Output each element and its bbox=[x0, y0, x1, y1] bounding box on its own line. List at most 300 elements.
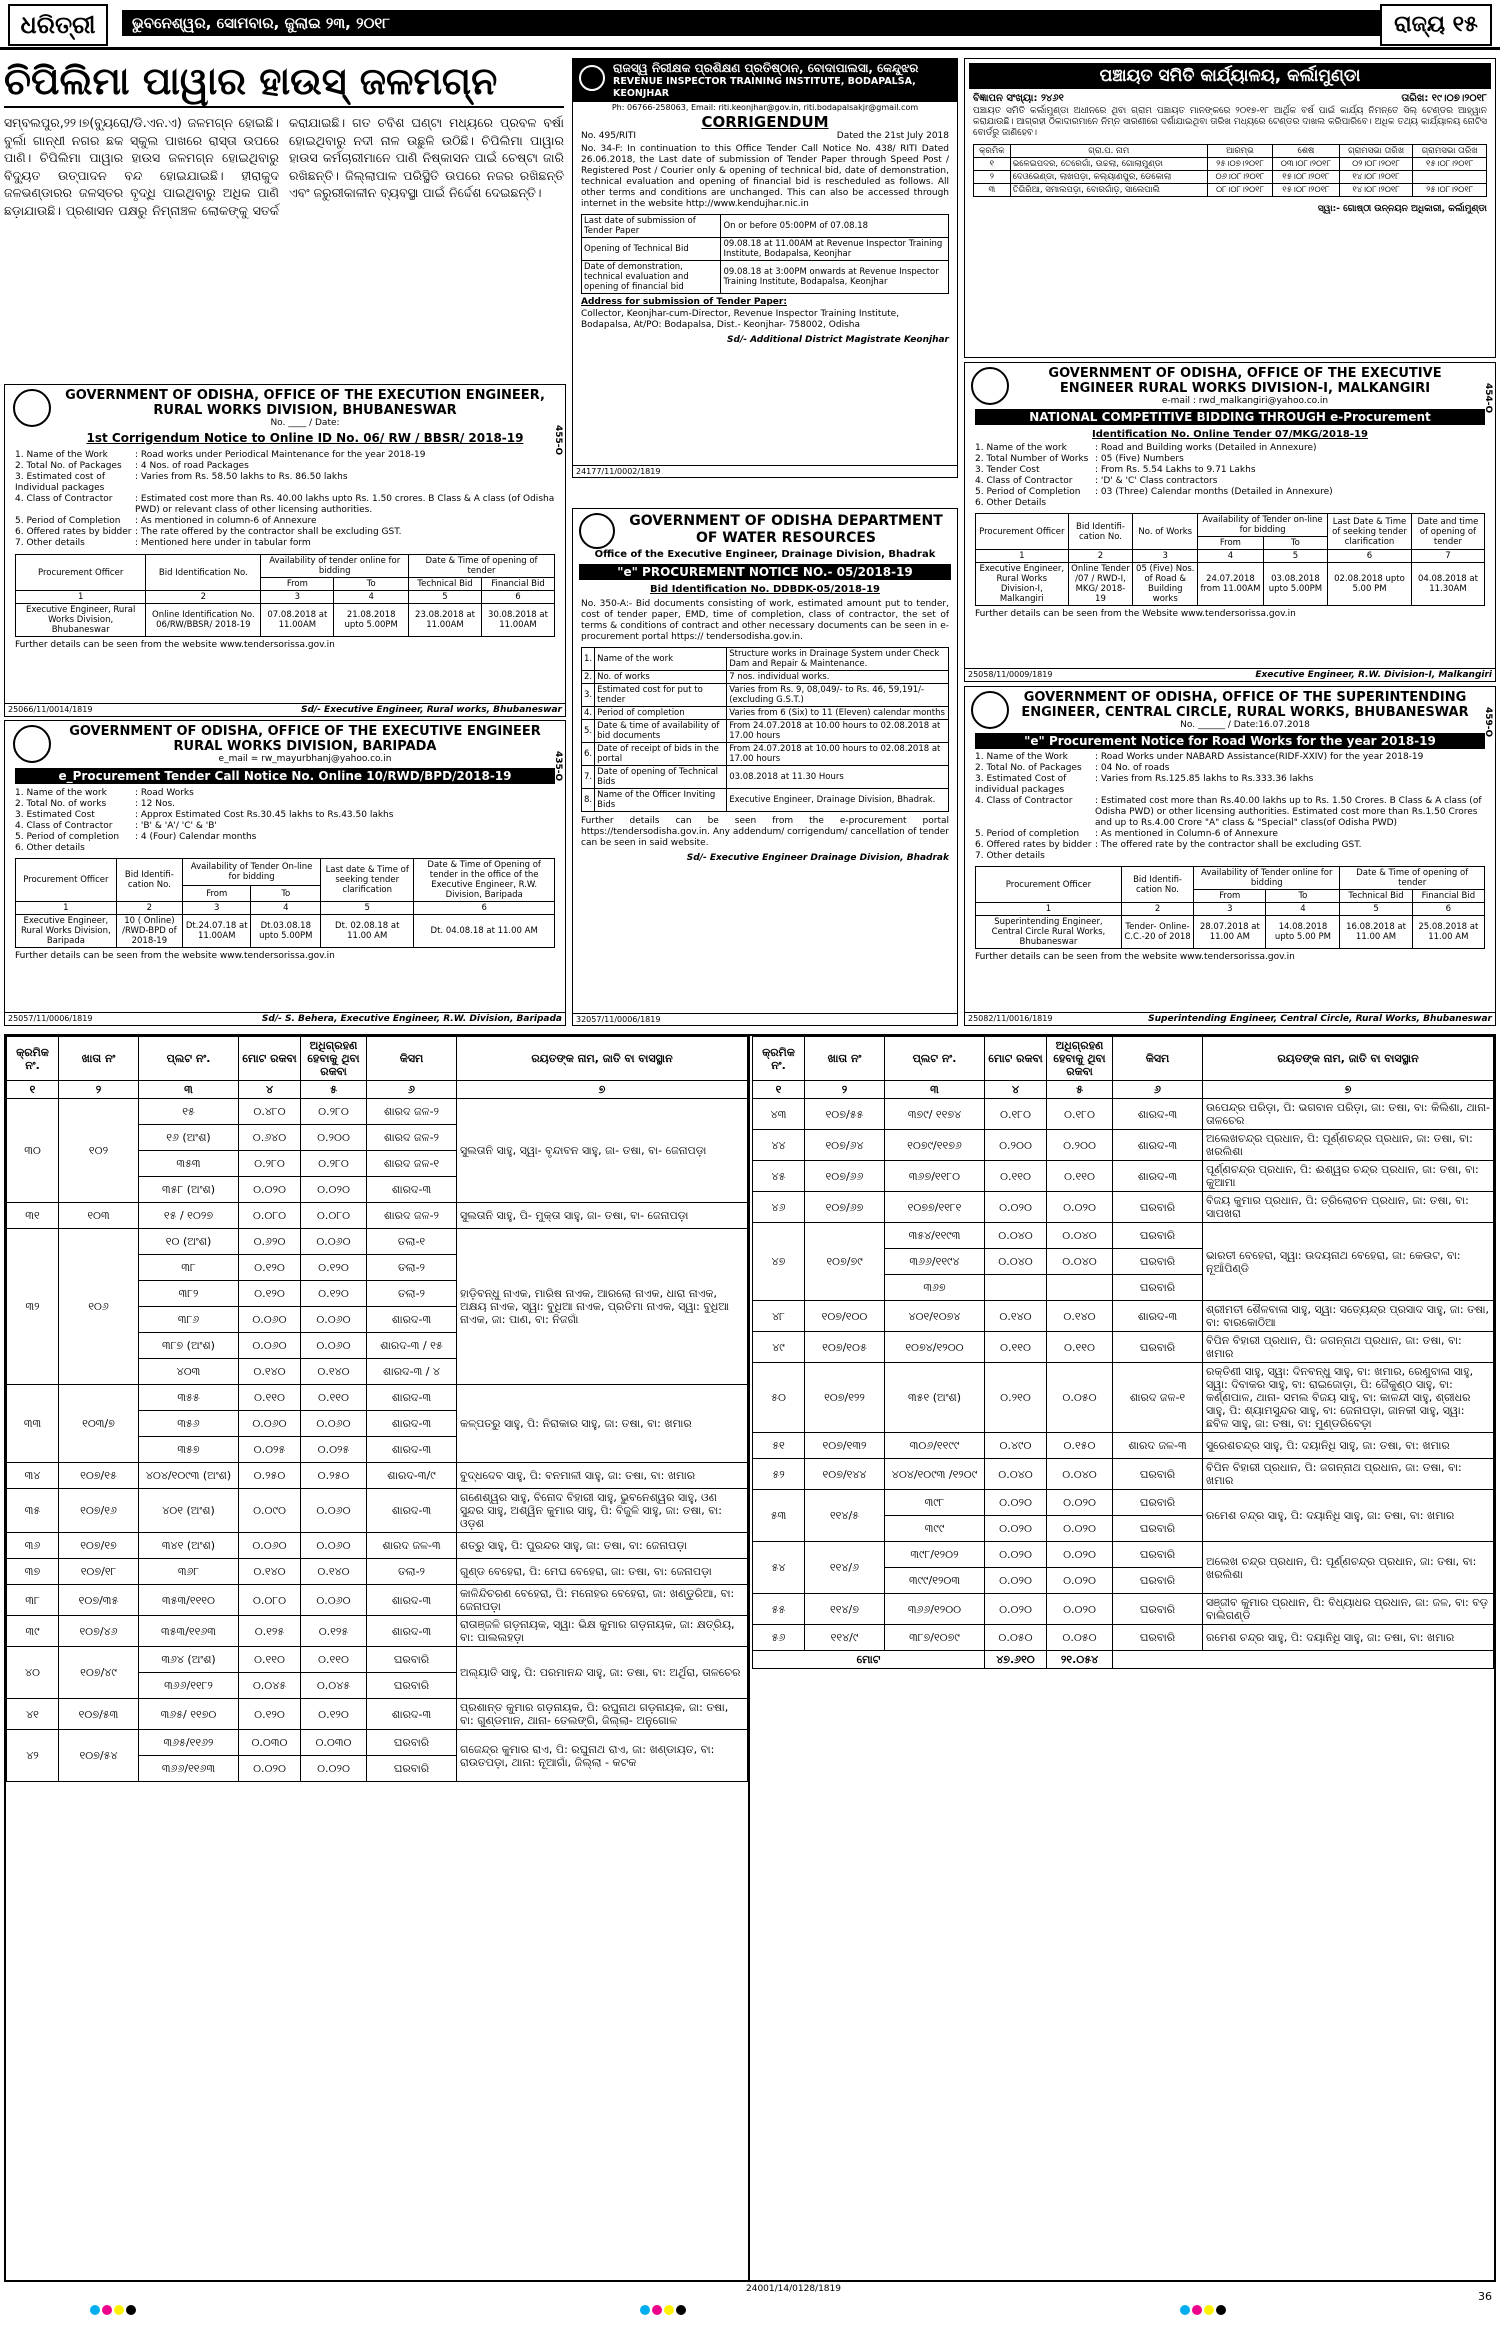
owner-details: ଉପେନ୍ଦ୍ର ପରିଡ଼ା, ପି: ଭଗବାନ ପରିଡ଼ା, ଜା: ତଷା, ବା: କିଲିଶା, ଥାନା- ତାଳଚେର bbox=[1203, 1099, 1494, 1130]
land-class: ଘରବାରି bbox=[1113, 1594, 1203, 1625]
acquired-area: ୦.୦୨୦ bbox=[1047, 1516, 1113, 1542]
ad-riti-keonjhar bbox=[572, 58, 958, 478]
khata-no: ୧୦୭/୪୬ bbox=[59, 1616, 139, 1647]
plot-no: ୪୦୧/୧୦୭୪ bbox=[885, 1301, 985, 1332]
total-area: ୦.୦୨୦ bbox=[985, 1568, 1047, 1594]
land-acquisition-schedule bbox=[4, 1034, 1496, 2282]
plot-no: ୩୫୩/୧୧୧୦ bbox=[139, 1585, 239, 1616]
total-area: ୦.୨୦୦ bbox=[985, 1130, 1047, 1161]
acquired-area: ୦.୧୫୦ bbox=[1047, 1433, 1113, 1459]
acquired-area: ୦.୨୦୦ bbox=[1047, 1130, 1113, 1161]
land-class: ଶାରଦ-୩ bbox=[367, 1177, 457, 1203]
color-bar-2 bbox=[640, 2305, 688, 2327]
ad1-title: GOVERNMENT OF ODISHA, OFFICE OF THE EXECUTION ENGINEER, RURAL WORKS DIVISION, BHUBANESWAR bbox=[65, 388, 545, 418]
land-row bbox=[7, 1699, 748, 1730]
serial-no: ୩୫ bbox=[7, 1489, 59, 1533]
news-body: ସମ୍ବଲପୁର,୨୨।୭(ବ୍ୟୁରୋ/ଡି.ଏନ.ଏ) ଜଳମଗ୍ନ ହୋଇଛି। ବୁର୍ଲା ଗାନ୍ଧୀ ନଗର ଛକ ସ୍କୁଲ ପାଖରେ ରାସ୍ତା ଉପରେ ପାଣି। ଚିପିଲିମା ପାୱାର ହାଉସ ଜଳମଗ୍ନ ହୋଇଥିବାରୁ ବିଦ୍ୟୁତ ଉତ୍ପାଦନ ବନ୍ଦ ହୋଇଯାଇଛି। ହୀରାକୁଦ ଜଳଭଣ୍ଡାରର ଜଳସ୍ତର ବୃଦ୍ଧି ପାଇଥିବାରୁ ଅଧିକ ପାଣି ଛଡ଼ାଯାଉଛି। ପ୍ରଶାସନ ପକ୍ଷରୁ ନିମ୍ନାଞ୍ଚଳ ଲୋକଙ୍କୁ ସତର୍କ କରାଯାଇଛି। ଗତ ଚବିଶ ଘଣ୍ଟା ମଧ୍ୟରେ ପ୍ରବଳ ବର୍ଷା ହୋଇଥିବାରୁ ନଦୀ ନାଳ ଉଛୁଳି ଉଠିଛି। ଚିପିଲିମା ପାୱାର ହାଉସ କର୍ମଚାରୀମାନେ ପାଣି ନିଷ୍କାସନ ପାଇଁ ଚେଷ୍ଟା ଜାରି ରଖିଛନ୍ତି। ଜିଲ୍ଲାପାଳ ପରିସ୍ଥିତି ଉପରେ ନଜର ରଖିଛନ୍ତି ଏବଂ ଜରୁରୀକାଳୀନ ବ୍ୟବସ୍ଥା ପାଇଁ ନିର୍ଦ୍ଦେଶ ଦେଇଛନ୍ତି। bbox=[4, 115, 564, 218]
ad6-email: e-mail : rwd_malkangiri@yahoo.co.in bbox=[1161, 396, 1329, 406]
total-area bbox=[985, 1275, 1047, 1301]
color-swatch-cyan bbox=[1180, 2305, 1190, 2315]
plot-no: ୩୮୭/୧୦୭୯ bbox=[885, 1625, 985, 1651]
news-headline: ଚିପିଲିମା ପାୱାର ହାଉସ୍ ଜଳମଗ୍ନ bbox=[4, 56, 564, 108]
serial-no: ୪୮ bbox=[753, 1301, 805, 1332]
color-swatch-yellow bbox=[114, 2305, 124, 2315]
land-row bbox=[7, 1385, 748, 1411]
total-area: ୦.୦୬୦ bbox=[239, 1411, 301, 1437]
total-area: ୦.୧୨୦ bbox=[239, 1281, 301, 1307]
acquired-area: ୦.୦୬୦ bbox=[301, 1585, 367, 1616]
land-class: ଶାରଦ ଜଳ-୨ bbox=[367, 1203, 457, 1229]
land-class: ଶାରଦ-୩ bbox=[367, 1307, 457, 1333]
owner-details: ପୂର୍ଣ୍ଣଚନ୍ଦ୍ର ପ୍ରଧାନ, ପି: ଈଶ୍ୱର ଚନ୍ଦ୍ର ପ୍ରଧାନ, ଜା: ତଷା, ବା: କୁଆମା bbox=[1203, 1161, 1494, 1192]
serial-no: ୩୬ bbox=[7, 1533, 59, 1559]
plot-no: ୩୬୬/୧୧୯୪ bbox=[885, 1249, 985, 1275]
serial-no: ୩୧ bbox=[7, 1203, 59, 1229]
total-area: ୦.୧୧୦ bbox=[985, 1332, 1047, 1363]
plot-no: ୩୫୭ bbox=[139, 1437, 239, 1463]
total-area: ୪୭.୬୧୦ bbox=[985, 1651, 1047, 1669]
total-area: ୦.୦୨୦ bbox=[985, 1542, 1047, 1568]
khata-no: ୧୦୭/୧୦୫ bbox=[805, 1332, 885, 1363]
khata-no: ୧୦୭/୧୨୨ bbox=[805, 1363, 885, 1433]
ad7-sign: Superintending Engineer, Central Circle, Rural Works, Bhubaneswar bbox=[1148, 1014, 1492, 1024]
owner-details: ଅଲେଖ ଚନ୍ଦ୍ର ପ୍ରଧାନ, ପି: ପୂର୍ଣ୍ଣଚନ୍ଦ୍ର ପ୍ରଧାନ, ଜା: ତଷା, ବା: ଖରଲିଶା bbox=[1203, 1542, 1494, 1594]
land-row bbox=[753, 1542, 1494, 1568]
owner-details: ରାତାଞ୍ଜଳି ଗଡ଼ନାୟକ, ସ୍ୱା: ଭିକ୍ଷ କୁମାର ଗଡ଼ନାୟକ, ଜା: କ୍ଷତ୍ରିୟ, ବା: ପାଲଲହଡ଼ା bbox=[457, 1616, 748, 1647]
land-class: ଶାରଦ-୩ bbox=[367, 1699, 457, 1730]
ad7-details: 1. Name of the Work : Road Works under NABARD Assistance(RIDF-XXIV) for the year 2018-19 2. Total No. of Packages : 04 No. of roads 3. Estimated Cost of individual packages : Varies from Rs.125.85 lakhs to Rs.333.36 lakhs 4. Class of Contractor : Estimated cost more than Rs.40.00 lakhs up to Rs. 1.50 Crores. B Class & A class (of Odisha PWD) or other licensing authorities. Estimated cost more than Rs.1.50 Crores and up to Rs.4.00 Crore "A" class & "Special" class(of Odisha PWD) 5. Period of completion : As mentioned in Column-6 of Annexure 6. Offered rates by bidder : The offered rate by the contractor shall be excluding GST. 7. Other details bbox=[975, 752, 1482, 861]
acquired-area: ୦.୨୮୦ bbox=[301, 1151, 367, 1177]
acquired-area: ୦.୦୨୦ bbox=[1047, 1568, 1113, 1594]
total-area: ୦.୦୬୦ bbox=[239, 1533, 301, 1559]
ad6-code: 454-O bbox=[1483, 383, 1493, 414]
land-class: ଶାରଦ-୩ bbox=[367, 1385, 457, 1411]
total-area: ୦.୦୨୦ bbox=[985, 1490, 1047, 1516]
acquired-area: ୦.୦୫୦ bbox=[1047, 1363, 1113, 1433]
ad2-email: e_mail = rw_mayurbhanj@yahoo.co.in bbox=[218, 754, 392, 764]
news-story bbox=[4, 56, 564, 378]
total-area: ୦.୦୨୦ bbox=[239, 1177, 301, 1203]
khata-no: ୧୦୭/୧୩୨ bbox=[805, 1433, 885, 1459]
owner-details: କଳ୍ପତରୁ ସାହୁ, ପି: ନିରାକାର ସାହୁ, ଜା: ତଷା, ବା: ଖମାର bbox=[457, 1385, 748, 1463]
total-area: ୦.୦୨୦ bbox=[985, 1594, 1047, 1625]
total-area: ୦.୧୧୦ bbox=[985, 1161, 1047, 1192]
ad5-adv-no: ବିଜ୍ଞାପନ ସଂଖ୍ୟା: ୨୪୬୧ bbox=[973, 93, 1064, 104]
plot-no: ୩୦୬/୧୧୯୯ bbox=[885, 1433, 985, 1459]
serial-no: ୫୨ bbox=[753, 1459, 805, 1490]
acquired-area: ୦.୦୪୦ bbox=[1047, 1223, 1113, 1249]
land-row bbox=[753, 1192, 1494, 1223]
total-area: ୦.୦୯୦ bbox=[239, 1489, 301, 1533]
ad-water-resources-bhadrak bbox=[572, 508, 958, 1026]
land-class: ଘରବାରି bbox=[1113, 1275, 1203, 1301]
ad1-sign: Sd/- Executive Engineer, Rural works, Bhubaneswar bbox=[300, 705, 562, 715]
khata-no: ୧୦୨ bbox=[59, 1099, 139, 1203]
acquired-area: ୦.୦୨୦ bbox=[1047, 1490, 1113, 1516]
owner-details: ସୁରେଶଚନ୍ଦ୍ର ସାହୁ, ପି: ଦୟାନିଧି ସାହୁ, ଜା: ତଷା, ବା: ଖମାର bbox=[1203, 1433, 1494, 1459]
khata-no: ୧୧୪/୭ bbox=[805, 1594, 885, 1625]
ad1-ref: 25066/11/0014/1819 bbox=[8, 705, 93, 714]
ad4-table: 1. Name of the work Structure works in Drainage System under Check Dam and Repair & Maintenance. 2. No. of works 7 nos. individual works. 3. Estimated cost for put to tender Varies from Rs. 9, 08,049/- to Rs. 46, 59,191/- (excluding G.S.T.) 4. Period of completion Varies from 6 (Six) to 11 (Eleven) calendar months 5. Date & time of availability of bid documents From 24.07.2018 at 10.00 hours to 02.08.2018 at 17.00 hours 6. Date of receipt of bids in the portal From 24.07.2018 at 10.00 hours to 02.08.2018 at 17.00 hours 7. Date of opening of Technical Bids 03.08.2018 at 11.30 Hours 8. Name of the Officer Inviting Bids Executive Engineer, Drainage Division, Bhadrak. bbox=[581, 647, 949, 812]
land-class: ଶାରଦ-୩ bbox=[367, 1489, 457, 1533]
land-class: ଘରବାରି bbox=[1113, 1223, 1203, 1249]
plot-no: ୩୯୯ bbox=[885, 1516, 985, 1542]
land-class: ଶାରଦ ଜଳ-୩ bbox=[367, 1533, 457, 1559]
acquired-area: ୦.୧୧୦ bbox=[301, 1385, 367, 1411]
acquired-area: ୦.୧୧୦ bbox=[301, 1647, 367, 1673]
color-swatch-yellow bbox=[1204, 2305, 1214, 2315]
khata-no: ୧୦୭/୧୫ bbox=[59, 1463, 139, 1489]
odisha-emblem-icon bbox=[971, 367, 1009, 405]
acquired-area: ୦.୦୩୦ bbox=[301, 1730, 367, 1756]
serial-no: ୫୫ bbox=[753, 1594, 805, 1625]
ad-panchayat-karlamunda bbox=[964, 58, 1496, 358]
land-class: ଶାରଦ-୩ bbox=[1113, 1099, 1203, 1130]
plot-no: ୩୬୭ bbox=[885, 1275, 985, 1301]
total-area: ୦.୧୨୫ bbox=[239, 1616, 301, 1647]
land-class: ଶାରଦ-୩ bbox=[367, 1616, 457, 1647]
odisha-emblem-icon bbox=[971, 691, 1009, 729]
land-row bbox=[753, 1594, 1494, 1625]
plot-no: ୩୮୨ bbox=[139, 1281, 239, 1307]
acquired-area: ୦.୦୮୦ bbox=[301, 1203, 367, 1229]
color-bar-1 bbox=[90, 2305, 138, 2327]
owner-details: ରମେଶ ଚନ୍ଦ୍ର ସାହୁ, ପି: ଦୟାନିଧି ସାହୁ, ଜା: ତଷା, ବା: ଖମାର bbox=[1203, 1625, 1494, 1651]
plot-no: ୧୦ (ଅଂଶ) bbox=[139, 1229, 239, 1255]
khata-no: ୧୦୭/୭୯ bbox=[805, 1223, 885, 1301]
acquired-area: ୦.୦୪୦ bbox=[1047, 1459, 1113, 1490]
ad7-notice: "e" Procurement Notice for Road Works for the year 2018-19 bbox=[975, 733, 1485, 749]
land-class: ଘରବାରି bbox=[1113, 1625, 1203, 1651]
ad2-table: Procurement Officer Bid Identifi-cation No. Availability of Tender On-line for bidding Last date & Time of seeking tender clarification Date & Time of Opening of tender in the office of the Executive Engineer, R.W. Division, Baripada From To 1 2 3 4 5 6 Executive Engineer, Rural Works Division, Baripada 10 ( Online) /RWD-BPD of 2018-19 Dt.24.07.18 at 11.00AM Dt.03.08.18 upto 5.00PM Dt. 02.08.18 at 11.00 AM Dt. 04.08.18 at 11.00 AM bbox=[15, 858, 555, 948]
color-swatch-black bbox=[676, 2305, 686, 2315]
total-area: ୦.୧୨୦ bbox=[239, 1255, 301, 1281]
total-area: ୦.୦୪୦ bbox=[985, 1223, 1047, 1249]
owner-details: ଗୁଣ୍ଡ ବେହେରା, ପି: ମେଘ ବେହେରା, ଜା: ତଷା, ବା: ଜେନାପଡ଼ା bbox=[457, 1559, 748, 1585]
owner-details: ଗଣେଶ୍ୱର ସାହୁ, ବିନୋଦ ବିହାରୀ ସାହୁ, ଭୁବନେଶ୍ୱର ସାହୁ, ଓଣ ସୁନ୍ଦର ସାହୁ, ଅଶ୍ୱିନ କୁମାର ସାହୁ, ପି: ବିଜୁଳି ସାହୁ, ଜା: ତଷା, ବା: ଓଡ଼ଶ bbox=[457, 1489, 748, 1533]
owner-details: ସୁଲତାନି ସାହୁ, ପି- ମୁକ୍ତା ସାହୁ, ଜା- ତଷା, ବା- ଜେନାପଡ଼ା bbox=[457, 1203, 748, 1229]
owner-details: ଶ୍ରୀମତୀ ଶୈଳବାଳା ସାହୁ, ସ୍ୱା: ସତ୍ୟେନ୍ଦ୍ର ପ୍ରସାଦ ସାହୁ, ଜା: ତଷା, ବା: ବାରକୋଠିଆ bbox=[1203, 1301, 1494, 1332]
khata-no: ୧୧୪/୬ bbox=[805, 1542, 885, 1594]
plot-no: ୩୯୮ bbox=[885, 1490, 985, 1516]
khata-no: ୧୦୭/୬୭ bbox=[805, 1192, 885, 1223]
total-area: ୦.୦୬୦ bbox=[239, 1307, 301, 1333]
ad-rwd-malkangiri bbox=[964, 362, 1496, 682]
total-area: ୦.୦୪୫ bbox=[239, 1673, 301, 1699]
acquired-area: ୦.୦୬୦ bbox=[301, 1411, 367, 1437]
plot-no: ୩୯୮/୧୨୦୨ bbox=[885, 1542, 985, 1568]
owner-details: ବିଜୟ କୁମାର ପ୍ରଧାନ, ପି: ତ୍ରିଲୋଚନ ପ୍ରଧାନ, ଜା: ତଷା, ବା: ସାପଖରା bbox=[1203, 1192, 1494, 1223]
khata-no: ୧୦୩ bbox=[59, 1203, 139, 1229]
khata-no: ୧୦୭/୧୬ bbox=[59, 1489, 139, 1533]
acquired-area: ୦.୧୨୦ bbox=[301, 1255, 367, 1281]
plot-no: ୩୫୧ (ଅଂଶ) bbox=[885, 1363, 985, 1433]
ad1-code: 455-O bbox=[553, 425, 563, 456]
odisha-emblem-icon bbox=[579, 513, 615, 549]
plot-no: ୩୪୧ (ଅଂଶ) bbox=[139, 1533, 239, 1559]
acquired-area: ୦.୧୨୦ bbox=[301, 1281, 367, 1307]
color-swatch-magenta bbox=[1192, 2305, 1202, 2315]
land-row bbox=[7, 1533, 748, 1559]
total-acquired: ୨୧.୦୫୪ bbox=[1047, 1651, 1113, 1669]
acquired-area: ୦.୦୨୦ bbox=[301, 1177, 367, 1203]
serial-no: ୩୪ bbox=[7, 1463, 59, 1489]
ad4-title: GOVERNMENT OF ODISHA DEPARTMENT OF WATER RESOURCES bbox=[629, 513, 943, 546]
land-class: ଘରବାରି bbox=[1113, 1249, 1203, 1275]
total-area: ୦.୨୧୦ bbox=[985, 1363, 1047, 1433]
ad5-title: ପଞ୍ଚାୟତ ସମିତି କାର୍ଯ୍ୟାଳୟ, କର୍ଲାମୁଣ୍ଡା bbox=[969, 63, 1491, 89]
total-area: ୦.୧୪୦ bbox=[239, 1359, 301, 1385]
land-class: ଘରବାରି bbox=[1113, 1568, 1203, 1594]
land-row bbox=[753, 1363, 1494, 1433]
owner-details: ଗଜେନ୍ଦ୍ର କୁମାର ରାଏ, ପି: ରଘୁନାଥ ରାଏ, ଜା: ଖଣ୍ଡାୟତ, ବା: ରାଉତପଡ଼ା, ଥାନା: ନୂଆଗାଁ, ଜିଲ୍ଲା - କଟକ bbox=[457, 1730, 748, 1782]
serial-no: ୪୭ bbox=[753, 1223, 805, 1301]
plot-no: ୩୬୬/୧୧୬୩ bbox=[139, 1756, 239, 1782]
ad7-title: GOVERNMENT OF ODISHA, OFFICE OF THE SUPERINTENDING ENGINEER, CENTRAL CIRCLE, RURAL WORKS, BHUBANESWAR bbox=[1021, 690, 1469, 720]
odisha-emblem-icon bbox=[13, 389, 51, 427]
dateline: ଭୁବନେଶ୍ୱର, ସୋମବାର, ଜୁଲାଇ ୨୩, ୨୦୧୮ bbox=[122, 10, 1382, 36]
land-class: ଶାରଦ-୩ bbox=[1113, 1301, 1203, 1332]
serial-no: ୫୩ bbox=[753, 1490, 805, 1542]
ad3-sign: Sd/- Additional District Magistrate Keonjhar bbox=[727, 335, 949, 345]
ad5-date: ତାରିଖ: ୧୯।୦୭।୨୦୧୮ bbox=[1401, 93, 1487, 104]
land-class: ଶାରଦ-୩ bbox=[1113, 1161, 1203, 1192]
serial-no: ୪୧ bbox=[7, 1699, 59, 1730]
total-area: ୦.୧୨୦ bbox=[239, 1699, 301, 1730]
owner-details: ରକ୍ତିଣୀ ସାହୁ, ସ୍ୱା: ଦିନବନ୍ଧୁ ସାହୁ, ବା: ଖମାର, ରେଣୁବାଳା ସାହୁ, ସ୍ୱା: ଦିବାକର ସାହୁ, ବା: ରାଇଜୋଡ଼ା, ପି: ଜୈକୁଣ୍ଠ ସାହୁ, ବା: କର୍ଣ୍ଣପାଳ, ଥାନା- ସମଲ ବିଜୟ ସାହୁ, ବା: କାଳନ୍ଦୀ ସାହୁ, ଶ୍ରୀଧର ସାହୁ, ପି: ଶ୍ୟାମସୁନ୍ଦର ସାହୁ, ବା: ଜେନାପଡ଼ା, ଜାନକୀ ସାହୁ, ସ୍ୱା: ଛବିଳ ସାହୁ, ଜା: ତଷା, ବା: ମୁଣ୍ଡରିବେଡ଼ା bbox=[1203, 1363, 1494, 1433]
acquired-area: ୦.୦୪୦ bbox=[1047, 1249, 1113, 1275]
plot-no: ୪୦୩ bbox=[139, 1359, 239, 1385]
color-swatch-magenta bbox=[652, 2305, 662, 2315]
plot-no: ୧୫ / ୧୦୨୭ bbox=[139, 1203, 239, 1229]
ad5-body: ପଞ୍ଚାୟତ ସମିତି କର୍ଲାମୁଣ୍ଡା ଅଧୀନରେ ଥିବା ଗ୍ରାମ ପଞ୍ଚାୟତ ମାନଙ୍କରେ ୨୦୧୭-୧୮ ଆର୍ଥିକ ବର୍ଷ ପାଇଁ କାର୍ଯ୍ୟ ନିମନ୍ତେ ସିଲ୍ ଟେଣ୍ଡର ଆହ୍ୱାନ କରାଯାଉଛି। ଆଗ୍ରହୀ ଠିକାଦାରମାନେ ନିମ୍ନ ସାରଣୀରେ ଦର୍ଶାଯାଇଥିବା ତାରିଖ ମଧ୍ୟରେ ଟେଣ୍ଡର ଦାଖଲ କରିପାରିବେ। ଅଧିକ ତଥ୍ୟ କାର୍ଯ୍ୟାଳୟ ନୋଟିସ ବୋର୍ଡରୁ ଜାଣିହେବ। bbox=[973, 106, 1487, 138]
acquired-area: ୦.୧୨୦ bbox=[301, 1699, 367, 1730]
land-class: ଶାରଦ ଜଳ-୨ bbox=[367, 1099, 457, 1125]
total-area: ୦.୦୨୦ bbox=[239, 1756, 301, 1782]
ad1-further: Further details can be seen from the website www.tendersorissa.gov.in bbox=[15, 640, 335, 650]
owner-details: ହାଡ଼ିବନ୍ଧୁ ନାଏକ, ମାରିଷ ନାଏକ, ଆରଲୋ ନାଏକ, ଧାରା ନାଏକ, ଅକ୍ଷୟ ନାଏକ, ସ୍ୱା: ବୁଧିଆ ନାଏକ, ପ୍ରତିମା ନାଏକ, ସ୍ୱା: ବୁଧିଆ ନାଏକ, ଜା: ପାଣ, ବା: ନିଜଗାଁ bbox=[457, 1229, 748, 1385]
plot-no: ୧୫ bbox=[139, 1099, 239, 1125]
color-swatch-cyan bbox=[90, 2305, 100, 2315]
land-class: ଘରବାରି bbox=[367, 1756, 457, 1782]
serial-no: ୩୭ bbox=[7, 1559, 59, 1585]
serial-no: ୩୦ bbox=[7, 1099, 59, 1203]
total-area: ୦.୧୪୦ bbox=[985, 1301, 1047, 1332]
land-class: ଶାରଦ-୩ / ୪ bbox=[367, 1359, 457, 1385]
total-area: ୦.୬୪୦ bbox=[239, 1125, 301, 1151]
ad1-details: 1. Name of the Work : Road works under Periodical Maintenance for the year 2018-19 2. Total No. of Packages : 4 Nos. of road Packages 3. Estimated cost of Individual packages : Varies from Rs. 58.50 lakhs to Rs. 86.50 lakhs 4. Class of Contractor : Estimated cost more than Rs. 40.00 lakhs upto Rs. 1.50 crores. B Class & A class (of Odisha PWD) or relevant class of other licensing authorities. 5. Period of Completion : As mentioned in column-6 of Annexure 6. Offered rates by bidder : The rate offered by the contractor shall be excluding GST. 7. Other details : Mentioned here under in tabular form bbox=[15, 450, 555, 548]
ad3-no: No. 495/RITI bbox=[581, 131, 637, 141]
land-class: ଶାରଦ-୩ bbox=[367, 1437, 457, 1463]
newspaper-logo: ଧରିତ୍ରୀ bbox=[8, 4, 108, 46]
plot-no: ୧୦୭୯/୧୧୭୬ bbox=[885, 1130, 985, 1161]
institute-emblem-icon bbox=[579, 65, 605, 91]
serial-no: ୩୨ bbox=[7, 1229, 59, 1385]
land-table-right bbox=[752, 1036, 1494, 2280]
khata-no: ୧୧୪/୫ bbox=[805, 1490, 885, 1542]
plot-no: ୩୮୭ (ଅଂଶ) bbox=[139, 1333, 239, 1359]
ad7-no: No. ______ / Date:16.07.2018 bbox=[1180, 720, 1310, 730]
total-area: ୦.୧୧୦ bbox=[239, 1385, 301, 1411]
total-area: ୦.୦୩୦ bbox=[239, 1730, 301, 1756]
owner-details: ସଞ୍ଜୀବ କୁମାର ପ୍ରଧାନ, ପି: ବିଧ୍ୟାଧର ପ୍ରଧାନ, ଜା: ଜଳ, ବା: ବଡ଼ ବାଲିଗଣ୍ଡି bbox=[1203, 1594, 1494, 1625]
land-class: ଶାରଦ ଜଳ-୧ bbox=[1113, 1363, 1203, 1433]
owner-details: ଶତ୍ରୁ ସାହୁ, ପି: ପୁରନ୍ଦର ସାହୁ, ଜା: ତଷା, ବା: ଜେନାପଡ଼ା bbox=[457, 1533, 748, 1559]
plot-no: ୪୦୧ (ଅଂଶ) bbox=[139, 1489, 239, 1533]
plot-no: ୩୯୯/୧୨୦୩ bbox=[885, 1568, 985, 1594]
plot-no: ୩୭୯/ ୧୧୭୪ bbox=[885, 1099, 985, 1130]
ad2-ref: 25057/11/0006/1819 bbox=[8, 1014, 93, 1023]
land-row bbox=[7, 1203, 748, 1229]
ad-rwd-bhubaneswar bbox=[4, 384, 566, 717]
land-class: ଘରବାରି bbox=[1113, 1459, 1203, 1490]
ad7-table: Procurement Officer Bid Identifi-cation No. Availability of Tender online for bidding Date & Time of opening of tender From To Technical Bid Financial Bid 1 2 3 4 5 6 Superintending Engineer, Central Circle Rural Works, Bhubaneswar Tender- Online- C.C.-20 of 2018 28.07.2018 at 11.00 AM 14.08.2018 upto 5.00 PM 16.08.2018 at 11.00 AM 25.08.2018 at 11.00 AM bbox=[975, 866, 1485, 949]
plot-no: ୩୬୪ (ଅଂଶ) bbox=[139, 1647, 239, 1673]
ad3-address: Collector, Keonjhar-cum-Director, Revenue Inspector Training Institute, Bodapalsa, At/PO: Bodapalsa, Dist.- Keonjhar- 758002, Odisha bbox=[581, 309, 900, 330]
owner-details: ବୁଦ୍ଧଦେବ ସାହୁ, ପି: ବନମାଳୀ ସାହୁ, ଜା: ତଷା, ବା: ଖମାର bbox=[457, 1463, 748, 1489]
serial-no: ୪୯ bbox=[753, 1332, 805, 1363]
plot-no: ୩୫୬ bbox=[139, 1411, 239, 1437]
ad2-notice: e_Procurement Tender Call Notice No. Online 10/RWD/BPD/2018-19 bbox=[15, 768, 555, 784]
ad7-ref: 25082/11/0016/1819 bbox=[968, 1014, 1053, 1023]
land-row bbox=[7, 1099, 748, 1125]
acquired-area bbox=[1047, 1275, 1113, 1301]
plot-no: ୩୫୫ bbox=[139, 1385, 239, 1411]
ad6-table: Procurement Officer Bid Identifi-cation No. No. of Works Availability of Tender on-line for bidding Last Date & Time of seeking tender clarification Date and time of opening of tender From To 1 2 3 4 5 6 7 Executive Engineer, Rural Works Division-I, Malkangiri Online Tender /07 / RWD-I, MKG/ 2018-19 05 (Five) Nos. of Road & Building works 24.07.2018 from 11.00AM 03.08.2018 upto 5.00PM 02.08.2018 upto 5.00 PM 04.08.2018 at 11.30AM bbox=[975, 513, 1485, 606]
total-area: ୦.୪୮୦ bbox=[239, 1099, 301, 1125]
land-class: ଘରବାରି bbox=[1113, 1192, 1203, 1223]
total-area: ୦.୦୫୦ bbox=[985, 1625, 1047, 1651]
ad4-office: Office of the Executive Engineer, Drainage Division, Bhadrak bbox=[594, 549, 936, 560]
ad4-sign: Sd/- Executive Engineer Drainage Division, Bhadrak bbox=[686, 853, 949, 863]
ad3-title: REVENUE INSPECTOR TRAINING INSTITUTE, BODAPALSA, KEONJHAR bbox=[613, 76, 916, 99]
ad3-addr-heading: Address for submission of Tender Paper: bbox=[581, 297, 787, 307]
acquired-area: ୦.୧୮୦ bbox=[1047, 1099, 1113, 1130]
land-class: ଘରବାରି bbox=[1113, 1490, 1203, 1516]
ad2-title: GOVERNMENT OF ODISHA, OFFICE OF THE EXECUTIVE ENGINEER RURAL WORKS DIVISION, BARIPADA bbox=[69, 724, 541, 754]
land-row bbox=[7, 1463, 748, 1489]
owner-details: ରମେଶ ଚନ୍ଦ୍ର ସାହୁ, ପି: ଦୟାନିଧି ସାହୁ, ଜା: ତଷା, ବା: ଖମାର bbox=[1203, 1490, 1494, 1542]
ad5-sign: ସ୍ୱା:- ଗୋଷ୍ଠୀ ଉନ୍ନୟନ ଅଧିକାରୀ, କର୍ଲାମୁଣ୍ଡା bbox=[1317, 204, 1487, 214]
khata-no: ୧୦୭/୧୭ bbox=[59, 1533, 139, 1559]
owner-details: ଅଲେଖଚନ୍ଦ୍ର ପ୍ରଧାନ, ପି: ପୂର୍ଣ୍ଣଚନ୍ଦ୍ର ପ୍ରଧାନ, ଜା: ତଷା, ବା: ଖରଲିଶା bbox=[1203, 1130, 1494, 1161]
color-swatch-black bbox=[1216, 2305, 1226, 2315]
land-class: ଘରବାରି bbox=[1113, 1516, 1203, 1542]
total-area: ୦.୧୪୦ bbox=[239, 1559, 301, 1585]
land-class: ଘରବାରି bbox=[1113, 1542, 1203, 1568]
color-swatch-cyan bbox=[640, 2305, 650, 2315]
land-row bbox=[753, 1490, 1494, 1516]
land-class: ଶାରଦ-୩ / ୧୫ bbox=[367, 1333, 457, 1359]
color-swatch-black bbox=[126, 2305, 136, 2315]
ad4-notice: "e" PROCUREMENT NOTICE NO.- 05/2018-19 bbox=[579, 564, 951, 580]
ad3-ref: 24177/11/0002/1819 bbox=[576, 467, 661, 476]
plot-no: ୧୦୭୭/୧୧୮୧ bbox=[885, 1192, 985, 1223]
ad-rwd-baripada bbox=[4, 720, 566, 1026]
color-bar-3 bbox=[1180, 2305, 1228, 2327]
plot-no: ୩୫୮ (ଅଂଶ) bbox=[139, 1177, 239, 1203]
total-area: ୦.୦୮୦ bbox=[239, 1585, 301, 1616]
acquired-area: ୦.୦୬୦ bbox=[301, 1533, 367, 1559]
plot-no: ୩୬୮ bbox=[139, 1559, 239, 1585]
land-class: ତଲା-୨ bbox=[367, 1559, 457, 1585]
land-row bbox=[7, 1229, 748, 1255]
khata-no: ୧୦୭/୩୫ bbox=[59, 1585, 139, 1616]
acquired-area: ୦.୧୪୦ bbox=[301, 1559, 367, 1585]
plot-no: ୪୦୪/୧୦୯୩ /୧୨୦୯ bbox=[885, 1459, 985, 1490]
land-row bbox=[7, 1489, 748, 1533]
ad7-further: Further details can be seen from the website www.tendersorissa.gov.in bbox=[975, 952, 1295, 962]
total-area: ୦.୨୮୦ bbox=[239, 1151, 301, 1177]
acquired-area: ୦.୧୧୦ bbox=[1047, 1161, 1113, 1192]
khata-no: ୧୦୭/୫୩ bbox=[59, 1699, 139, 1730]
khata-no: ୧୧୪/୯ bbox=[805, 1625, 885, 1651]
land-class: ଘରବାରି bbox=[1113, 1332, 1203, 1363]
serial-no: ୩୩ bbox=[7, 1385, 59, 1463]
land-class: ଶାରଦ-୩ bbox=[1113, 1130, 1203, 1161]
acquired-area: ୦.୧୪୦ bbox=[1047, 1301, 1113, 1332]
land-left-table: କ୍ରମିକ ନଂ. ଖାତା ନଂ ପ୍ଲଟ ନଂ. ମୋଟ ରକବା ଅଧିଗ୍ରହଣ ହେବାକୁ ଥିବା ରକବା କିସମ ରୟତଙ୍କ ନାମ, ଜାତି ବା ବାସସ୍ଥାନ ୧ ୨ ୩ ୪ ୫ ୬ ୭ ୩୦ ୧୦୨ ୧୫ ୦.୪୮୦ ୦.୨୮୦ ଶାରଦ ଜଳ-୨ ସୁଲତାନି ସାହୁ, ସ୍ୱା- ବୃନ୍ଦାବନ ସାହୁ, ଜା- ତଷା, ବା- ଜେନାପଡ଼ା ୧୬ (ଅଂଶ) ୦.୬୪୦ ୦.୨୦୦ ଶାରଦ ଜଳ-୨ ୩୫୩ ୦.୨୮୦ ୦.୨୮୦ ଶାରଦ ଜଳ-୧ ୩୫୮ (ଅଂଶ) ୦.୦୨୦ ୦.୦୨୦ ଶାରଦ-୩ ୩୧ ୧୦୩ ୧୫ / ୧୦୨୭ ୦.୦୮୦ ୦.୦୮୦ ଶାରଦ ଜଳ-୨ ସୁଲତାନି ସାହୁ, ପି- ମୁକ୍ତା ସାହୁ, ଜା- ତଷା, ବା- ଜେନାପଡ଼ା ୩୨ ୧୦୬ ୧୦ (ଅଂଶ) ୦.୬୨୦ ୦.୦୬୦ ତଲା-୧ ହାଡ଼ିବନ୍ଧୁ ନାଏକ, ମାରିଷ ନାଏକ, ଆରଲୋ ନାଏକ, ଧାରା ନାଏକ, ଅକ୍ଷୟ ନାଏକ, ସ୍ୱା: ବୁଧିଆ ନାଏକ, ପ୍ରତିମା ନାଏକ, ସ୍ୱା: ବୁଧିଆ ନାଏକ, ଜା: ପାଣ, ବା: ନିଜଗାଁ ୩୮ ୦.୧୨୦ ୦.୧୨୦ ତଲା-୨ ୩୮୨ ୦.୧୨୦ ୦.୧୨୦ ତଲା-୨ ୩୮୬ ୦.୦୬୦ ୦.୦୬୦ ଶାରଦ-୩ ୩୮୭ (ଅଂଶ) ୦.୦୬୦ ୦.୦୬୦ ଶାରଦ-୩ / ୧୫ ୪୦୩ ୦.୧୪୦ ୦.୧୪୦ ଶାରଦ-୩ / ୪ ୩୩ ୧୦୩/୭ ୩୫୫ ୦.୧୧୦ ୦.୧୧୦ ଶାରଦ-୩ କଳ୍ପତରୁ ସାହୁ, ପି: ନିରାକାର ସାହୁ, ଜା: ତଷା, ବା: ଖମାର ୩୫୬ ୦.୦୬୦ ୦.୦୬୦ ଶାରଦ-୩ ୩୫୭ ୦.୦୨୫ ୦.୦୨୫ ଶାରଦ-୩ ୩୪ ୧୦୭/୧୫ ୪୦୪/୧୦୯୩ (ଅଂଶ) ୦.୨୫୦ ୦.୨୫୦ ଶାରଦ-୩/୯ ବୁଦ୍ଧଦେବ ସାହୁ, ପି: ବନମାଳୀ ସାହୁ, ଜା: ତଷା, ବା: ଖମାର ୩୫ ୧୦୭/୧୬ ୪୦୧ (ଅଂଶ) ୦.୦୯୦ ୦.୦୬୦ ଶାରଦ-୩ ଗଣେଶ୍ୱର ସାହୁ, ବିନୋଦ ବିହାରୀ ସାହୁ, ଭୁବନେଶ୍ୱର ସାହୁ, ଓଣ ସୁନ୍ଦର ସାହୁ, ଅଶ୍ୱିନ କୁମାର ସାହୁ, ପି: ବିଜୁଳି ସାହୁ, ଜା: ତଷା, ବା: ଓଡ଼ଶ ୩୬ ୧୦୭/୧୭ ୩୪୧ (ଅଂଶ) ୦.୦୬୦ ୦.୦୬୦ ଶାରଦ ଜଳ-୩ ଶତ୍ରୁ ସାହୁ, ପି: ପୁରନ୍ଦର ସାହୁ, ଜା: ତଷା, ବା: ଜେନାପଡ଼ା ୩୭ ୧୦୭/୧୮ ୩୬୮ ୦.୧୪୦ ୦.୧୪୦ ତଲା-୨ ଗୁଣ୍ଡ ବେହେରା, ପି: ମେଘ ବେହେରା, ଜା: ତଷା, ବା: ଜେନାପଡ଼ା ୩୮ ୧୦୭/୩୫ ୩୫୩/୧୧୧୦ ୦.୦୮୦ ୦.୦୬୦ ଶାରଦ-୩ କାଳିନ୍ଦିଚରଣ ବେହେରା, ପି: ମନୋହର ବେହେରା, ଜା: ଖଣ୍ଡୁରିଆ, ବା: ଜେନାପଡ଼ା ୩୯ ୧୦୭/୪୬ ୩୫୩/୧୧୬୩ ୦.୧୨୫ ୦.୧୨୫ ଶାରଦ-୩ ରାତାଞ୍ଜଳି ଗଡ଼ନାୟକ, ସ୍ୱା: ଭିକ୍ଷ କୁମାର ଗଡ଼ନାୟକ, ଜା: କ୍ଷତ୍ରିୟ, ବା: ପାଲଲହଡ଼ା ୪୦ ୧୦୭/୪୯ ୩୬୪ (ଅଂଶ) ୦.୧୧୦ ୦.୧୧୦ ଘରବାରି ଅଲ୍ୟାତି ସାହୁ, ପି: ପରମାନନ୍ଦ ସାହୁ, ଜା: ତଷା, ବା: ଅର୍ଥିରା, ତାଳଚେର ୩୬୬/୧୧୮୨ ୦.୦୪୫ ୦.୦୪୫ ଘରବାରି ୪୧ ୧୦୭/୫୩ ୩୬୫/ ୧୧୭୦ ୦.୧୨୦ ୦.୧୨୦ ଶାରଦ-୩ ପ୍ରଶାନ୍ତ କୁମାର ଗଡ଼ନାୟକ, ପି: ରଘୁନାଥ ଗଡ଼ନାୟକ, ଜା: ତଷା, ବା: ଗୁଣ୍ଡମାନ, ଥାନା- ତେଲଙ୍ଗି, ଜିଲ୍ଲା- ଅନୁଗୋଳ ୪୨ ୧୦୭/୫୪ ୩୬୫/୧୧୬୨ ୦.୦୩୦ ୦.୦୩୦ ଘରବାରି ଗଜେନ୍ଦ୍ର କୁମାର ରାଏ, ପି: ରଘୁନାଥ ରାଏ, ଜା: ଖଣ୍ଡାୟତ, ବା: ରାଉତପଡ଼ା, ଥାନା: ନୂଆଗାଁ, ଜିଲ୍ଲା - କଟକ ୩୬୬/୧୧୬୩ ୦.୦୨୦ ୦.୦୨୦ ଘରବାରି bbox=[6, 1036, 748, 1782]
ad2-further: Further details can be seen from the website www.tendersorissa.gov.in bbox=[15, 951, 335, 961]
land-total-row bbox=[753, 1651, 1494, 1669]
ad4-further: Further details can be seen from the e-procurement portal https://tendersodisha.gov.in. Any addendum/ corrigendum/ cancellation of tender can be seen in said website. bbox=[581, 816, 949, 848]
owner-details: କାଳିନ୍ଦିଚରଣ ବେହେରା, ପି: ମନୋହର ବେହେରା, ଜା: ଖଣ୍ଡୁରିଆ, ବା: ଜେନାପଡ଼ା bbox=[457, 1585, 748, 1616]
land-class: ଘରବାରି bbox=[367, 1673, 457, 1699]
ad3-odia-title: ରାଜସ୍ୱ ନିରୀକ୍ଷକ ପ୍ରଶିକ୍ଷଣ ପ୍ରତିଷ୍ଠାନ, ବୋଦାପାଲସା, କେନ୍ଦୁଝର bbox=[613, 61, 919, 75]
ad7-code: 459-O bbox=[1483, 707, 1493, 738]
owner-details: ସୁଲତାନି ସାହୁ, ସ୍ୱା- ବୃନ୍ଦାବନ ସାହୁ, ଜା- ତଷା, ବା- ଜେନାପଡ଼ା bbox=[457, 1099, 748, 1203]
ad3-contact: Ph: 06766-258063, Email: riti.keonjhar@gov.in, riti.bodapalsakjr@gmail.com bbox=[611, 103, 919, 112]
land-row bbox=[7, 1616, 748, 1647]
ad4-ref: 32057/11/0006/1819 bbox=[576, 1015, 661, 1024]
land-row bbox=[7, 1730, 748, 1756]
plot-no: ୩୫୩/୧୧୬୩ bbox=[139, 1616, 239, 1647]
plot-no: ୩୬୭/୧୧୮୦ bbox=[885, 1161, 985, 1192]
acquired-area: ୦.୧୧୦ bbox=[1047, 1332, 1113, 1363]
acquired-area: ୦.୨୦୦ bbox=[301, 1125, 367, 1151]
land-class: ଶାରଦ ଜଳ-୧ bbox=[367, 1151, 457, 1177]
khata-no: ୧୦୭/୪୯ bbox=[59, 1647, 139, 1699]
plot-no: ୩୮୬ bbox=[139, 1307, 239, 1333]
khata-no: ୧୦୭/୧୮ bbox=[59, 1559, 139, 1585]
total-area: ୦.୦୨୫ bbox=[239, 1437, 301, 1463]
owner-details: ପ୍ରଶାନ୍ତ କୁମାର ଗଡ଼ନାୟକ, ପି: ରଘୁନାଥ ଗଡ଼ନାୟକ, ଜା: ତଷା, ବା: ଗୁଣ୍ଡମାନ, ଥାନା- ତେଲଙ୍ଗି, ଜିଲ୍ଲା- ଅନୁଗୋଳ bbox=[457, 1699, 748, 1730]
acquired-area: ୦.୧୪୦ bbox=[301, 1359, 367, 1385]
serial-no: ୫୬ bbox=[753, 1625, 805, 1651]
land-row bbox=[753, 1459, 1494, 1490]
section-page: ରାଜ୍ୟ ୧୫ bbox=[1380, 4, 1492, 46]
ad6-further: Further details can be seen from the Website www.tendersorissa.gov.in bbox=[975, 609, 1296, 619]
owner-details: ଅଲ୍ୟାତି ସାହୁ, ପି: ପରମାନନ୍ଦ ସାହୁ, ଜା: ତଷା, ବା: ଅର୍ଥିରା, ତାଳଚେର bbox=[457, 1647, 748, 1699]
plot-no: ୩୬୬/୧୨୦୦ bbox=[885, 1594, 985, 1625]
khata-no: ୧୦୭/୬୬ bbox=[805, 1161, 885, 1192]
khata-no: ୧୦୭/୫୫ bbox=[805, 1099, 885, 1130]
serial-no: ୪୬ bbox=[753, 1192, 805, 1223]
total-area: ୦.୦୪୦ bbox=[985, 1459, 1047, 1490]
land-row bbox=[753, 1161, 1494, 1192]
land-row bbox=[7, 1647, 748, 1673]
land-class: ତଲା-୧ bbox=[367, 1229, 457, 1255]
total-area: ୦.୦୨୦ bbox=[985, 1192, 1047, 1223]
land-row bbox=[7, 1559, 748, 1585]
serial-no: ୩୮ bbox=[7, 1585, 59, 1616]
serial-no: ୪୩ bbox=[753, 1099, 805, 1130]
acquired-area: ୦.୦୨୦ bbox=[301, 1756, 367, 1782]
land-class: ଘରବାରି bbox=[367, 1730, 457, 1756]
acquired-area: ୦.୦୨୦ bbox=[1047, 1542, 1113, 1568]
masthead bbox=[0, 0, 1500, 50]
land-class: ଶାରଦ ଜଳ-୩ bbox=[1113, 1433, 1203, 1459]
